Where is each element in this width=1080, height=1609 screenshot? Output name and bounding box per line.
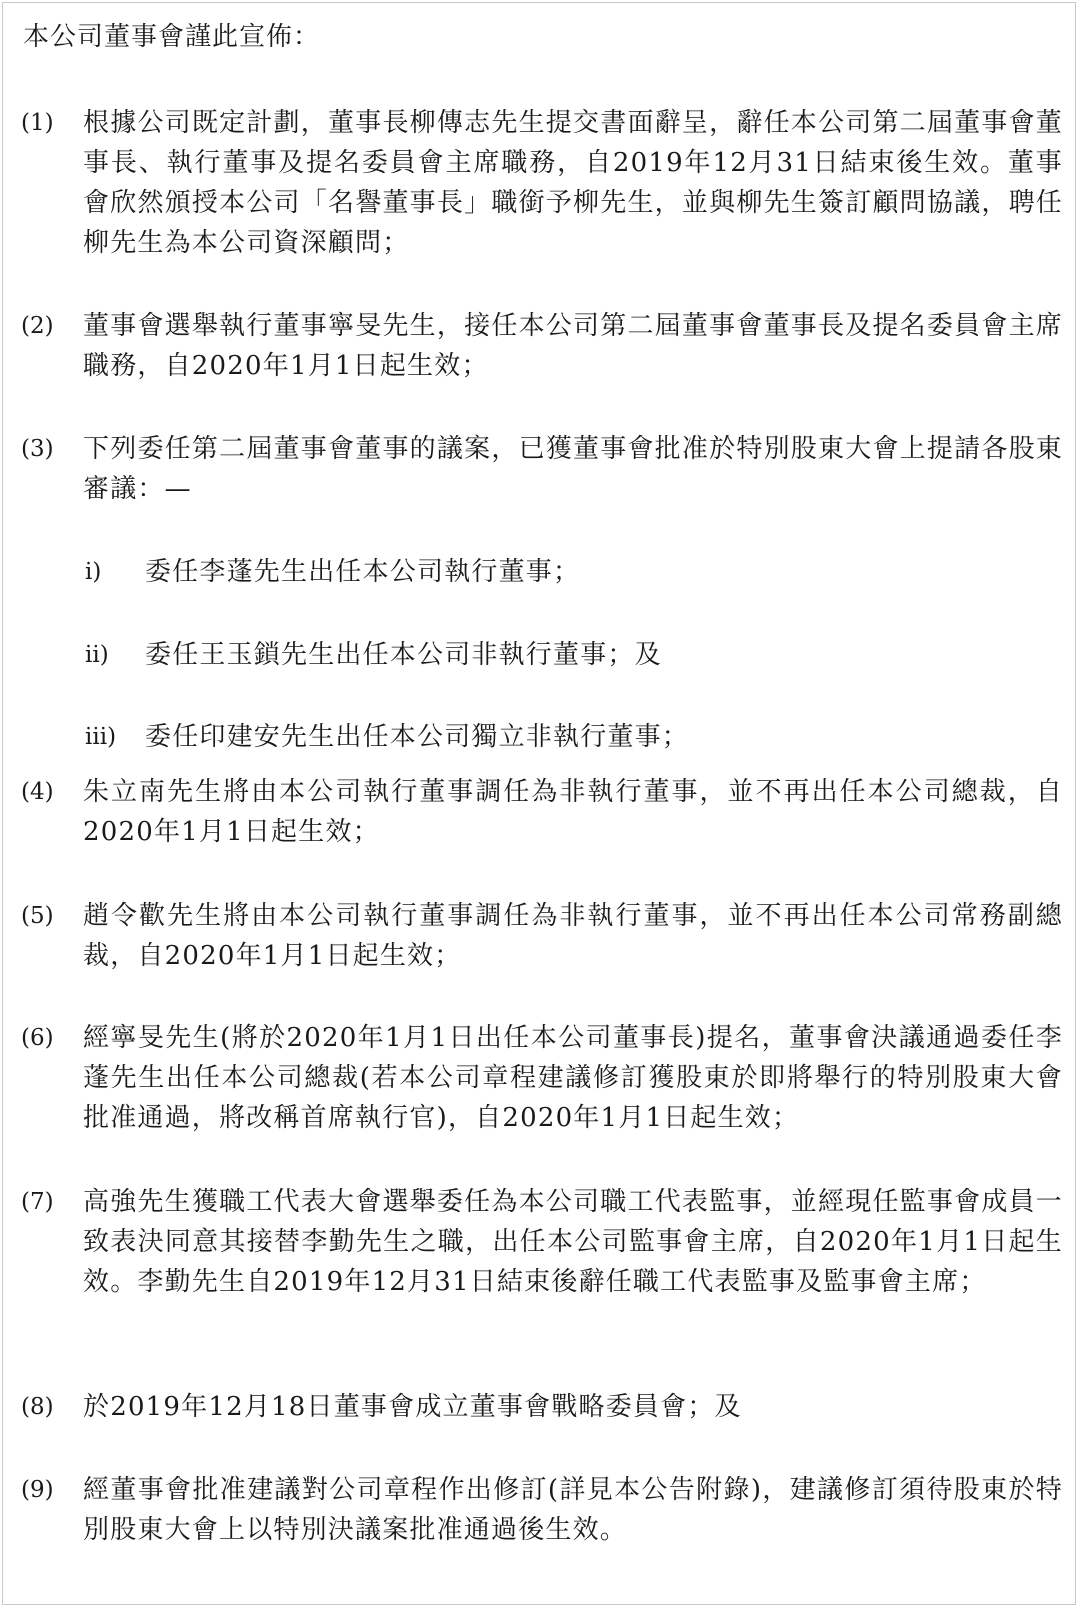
item-text: 經董事會批准建議對公司章程作出修訂(詳見本公告附錄)，建議修訂須待股東於特別股東大會上以特別決議案批准通過後生效。 — [83, 1475, 1063, 1545]
sub-item-text: 委任印建安先生出任本公司獨立非執行董事； — [145, 722, 690, 752]
item-text: 朱立南先生將由本公司執行董事調任為非執行董事，並不再出任本公司總裁，自2020年1月1日起生效； — [83, 777, 1063, 847]
item-text: 趙令歡先生將由本公司執行董事調任為非執行董事，並不再出任本公司常務副總裁，自2020年1月1日起生效； — [83, 901, 1063, 971]
intro-text: 本公司董事會謹此宣佈： — [23, 22, 321, 52]
item-text: 高強先生獲職工代表大會選舉委任為本公司職工代表監事，並經現任監事會成員一致表決同意其接替李勤先生之職，出任本公司監事會主席，自2020年1月1日起生效。李勤先生自2019年12月31日結束後辭任職工代表監事及監事會主席； — [83, 1187, 1063, 1297]
item-number: (3) — [21, 436, 54, 462]
item-text: 董事會選舉執行董事寧旻先生，接任本公司第二屆董事會董事長及提名委員會主席職務，自2020年1月1日起生效； — [83, 311, 1063, 381]
sub-item-text: 委任王玉鎖先生出任本公司非執行董事；及 — [145, 640, 662, 670]
item-number: (6) — [21, 1025, 54, 1051]
sub-item-number: iii) — [85, 724, 117, 750]
announcement-page — [2, 2, 1076, 1605]
item-number: (9) — [21, 1477, 54, 1503]
item-number: (8) — [21, 1394, 54, 1420]
item-number: (1) — [21, 110, 54, 136]
item-number: (5) — [21, 903, 54, 929]
item-number: (4) — [21, 779, 54, 805]
item-number: (7) — [21, 1189, 54, 1215]
item-text: 根據公司既定計劃，董事長柳傳志先生提交書面辭呈，辭任本公司第二屆董事會董事長、執行董事及提名委員會主席職務，自2019年12月31日結束後生效。董事會欣然頒授本公司「名譽董事長」職銜予柳先生，並與柳先生簽訂顧問協議，聘任柳先生為本公司資深顧問； — [83, 108, 1063, 258]
item-text: 於2019年12月18日董事會成立董事會戰略委員會；及 — [83, 1392, 742, 1422]
sub-item-text: 委任李蓬先生出任本公司執行董事； — [145, 557, 581, 587]
sub-item-number: i) — [85, 559, 102, 585]
item-text: 經寧旻先生(將於2020年1月1日出任本公司董事長)提名，董事會決議通過委任李蓬先生出任本公司總裁(若本公司章程建議修訂獲股東於即將舉行的特別股東大會批准通過，將改稱首席執行官)，自2020年1月1日起生效； — [83, 1023, 1063, 1133]
item-number: (2) — [21, 313, 54, 339]
sub-item-number: ii) — [85, 642, 109, 668]
item-text: 下列委任第二屆董事會董事的議案，已獲董事會批准於特別股東大會上提請各股東審議：— — [83, 434, 1063, 504]
